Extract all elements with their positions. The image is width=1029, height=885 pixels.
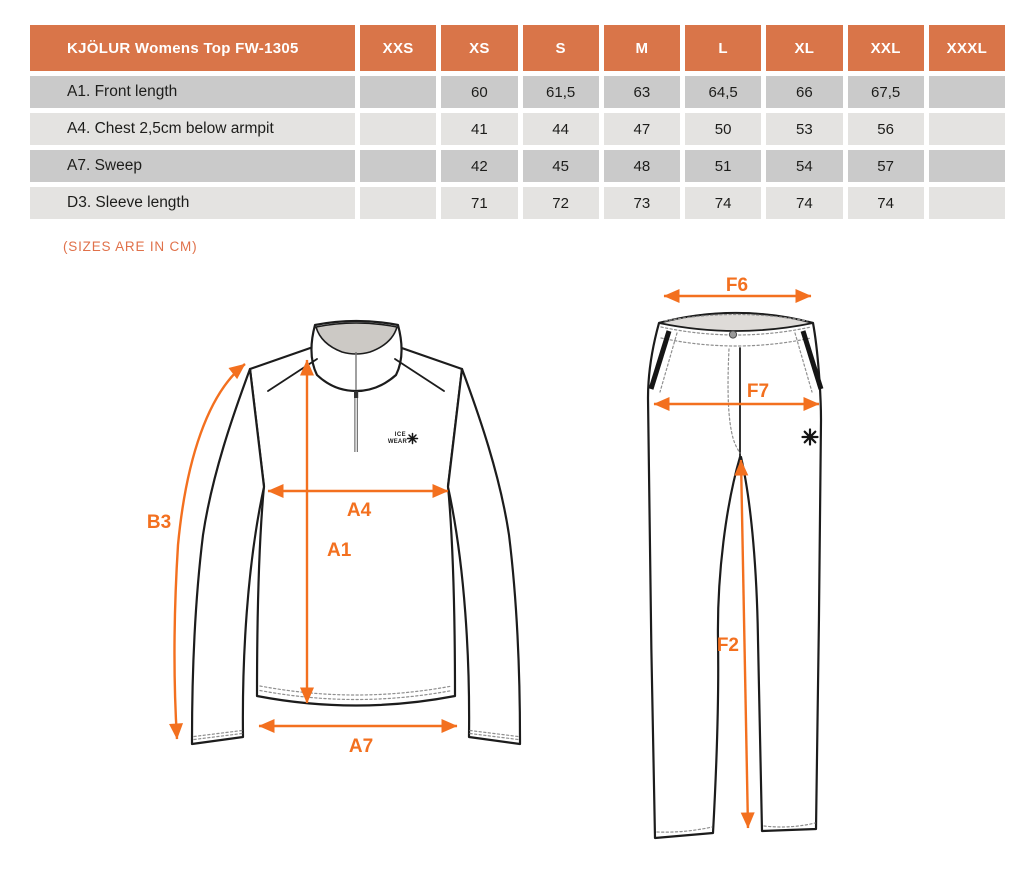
measurement-arrow-a7 <box>259 726 457 757</box>
measurement-label-f7: F7 <box>746 381 770 402</box>
pants-garment-drawing <box>648 313 821 838</box>
size-col-header-xs: XS <box>441 25 517 71</box>
size-value-cell: 61,5 <box>523 76 599 108</box>
measurement-row-label: D3. Sleeve length <box>30 187 355 219</box>
size-value-cell: 48 <box>604 150 680 182</box>
waist-button <box>729 331 736 338</box>
size-value-cell: 44 <box>523 113 599 145</box>
chest-logo-line2: WEAR <box>387 439 407 445</box>
measurement-row-label: A1. Front length <box>30 76 355 108</box>
size-value-cell <box>360 76 436 108</box>
size-value-cell: 45 <box>523 150 599 182</box>
size-value-cell: 57 <box>848 150 924 182</box>
hip-snowflake-icon <box>803 430 818 445</box>
measurement-label-a7: A7 <box>348 736 374 757</box>
size-col-header-xxl: XXL <box>848 25 924 71</box>
size-value-cell: 74 <box>766 187 842 219</box>
size-col-header-xl: XL <box>766 25 842 71</box>
size-value-cell: 41 <box>441 113 517 145</box>
size-value-cell <box>360 113 436 145</box>
chest-logo-line1: ICE <box>394 432 406 438</box>
top-measurement-diagram <box>140 280 580 780</box>
pants-measurement-diagram <box>618 270 866 855</box>
top-right-sleeve <box>448 369 520 744</box>
size-value-cell: 51 <box>685 150 761 182</box>
measurement-row-label: A7. Sweep <box>30 150 355 182</box>
size-value-cell <box>360 150 436 182</box>
pants-outline <box>648 313 821 838</box>
measurement-label-a1: A1 <box>327 540 352 561</box>
size-value-cell <box>929 113 1005 145</box>
size-value-cell <box>929 150 1005 182</box>
size-value-cell <box>929 76 1005 108</box>
size-value-cell: 50 <box>685 113 761 145</box>
zipper-pull <box>354 391 358 398</box>
size-value-cell: 42 <box>441 150 517 182</box>
size-value-cell <box>360 187 436 219</box>
sizes-in-cm-note: (SIZES ARE IN CM) <box>63 239 198 254</box>
size-value-cell: 53 <box>766 113 842 145</box>
size-col-header-xxxl: XXXL <box>929 25 1005 71</box>
size-value-cell: 72 <box>523 187 599 219</box>
top-garment-drawing <box>192 321 520 744</box>
product-title-cell: KJÖLUR Womens Top FW-1305 <box>30 25 355 71</box>
size-value-cell: 67,5 <box>848 76 924 108</box>
size-col-header-s: S <box>523 25 599 71</box>
size-value-cell: 56 <box>848 113 924 145</box>
measurement-label-a4: A4 <box>346 500 372 521</box>
measurement-row-label: A4. Chest 2,5cm below armpit <box>30 113 355 145</box>
measurement-arrow-f6 <box>664 275 811 296</box>
size-value-cell: 73 <box>604 187 680 219</box>
size-col-header-xxs: XXS <box>360 25 436 71</box>
size-col-header-m: M <box>604 25 680 71</box>
size-value-cell: 71 <box>441 187 517 219</box>
size-value-cell <box>929 187 1005 219</box>
measurement-label-f2: F2 <box>716 635 739 656</box>
size-table <box>30 25 1005 219</box>
size-value-cell: 74 <box>848 187 924 219</box>
size-value-cell: 63 <box>604 76 680 108</box>
measurement-label-b3: B3 <box>146 512 172 533</box>
size-value-cell: 47 <box>604 113 680 145</box>
size-col-header-l: L <box>685 25 761 71</box>
size-value-cell: 54 <box>766 150 842 182</box>
size-value-cell: 74 <box>685 187 761 219</box>
chest-snowflake-icon <box>408 434 418 444</box>
size-value-cell: 64,5 <box>685 76 761 108</box>
size-value-cell: 60 <box>441 76 517 108</box>
measurement-label-f6: F6 <box>725 275 749 296</box>
size-value-cell: 66 <box>766 76 842 108</box>
